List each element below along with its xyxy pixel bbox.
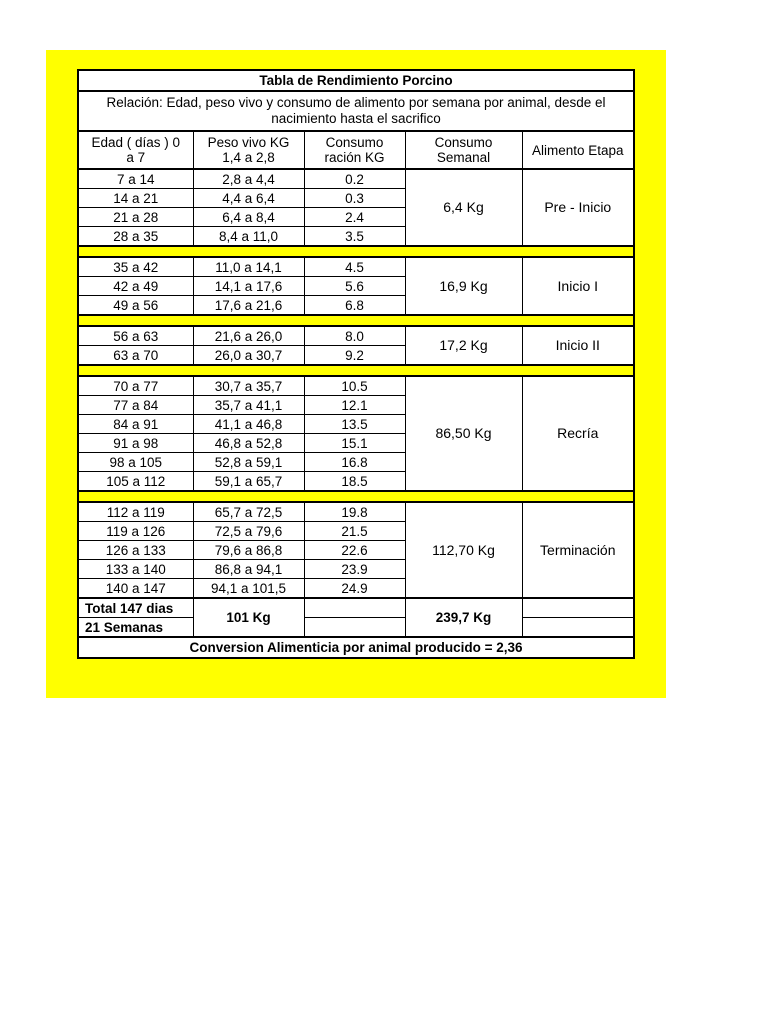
weight-cell: 52,8 a 59,1 — [193, 453, 304, 472]
feed-stage-cell: Terminación — [522, 502, 634, 598]
header-weight-line2: 1,4 a 2,8 — [222, 150, 275, 165]
table-row — [78, 257, 634, 277]
age-cell: 63 a 70 — [78, 346, 193, 366]
header-age-line2: a 7 — [126, 150, 146, 165]
footer-row — [78, 637, 634, 658]
age-cell: 42 a 49 — [78, 277, 193, 296]
age-cell: 21 a 28 — [78, 208, 193, 227]
weight-cell: 14,1 a 17,6 — [193, 277, 304, 296]
age-cell: 126 a 133 — [78, 541, 193, 560]
separator-band — [78, 491, 634, 502]
age-cell: 14 a 21 — [78, 189, 193, 208]
weight-cell: 59,1 a 65,7 — [193, 472, 304, 492]
feed-stage-cell: Recría — [522, 376, 634, 491]
header-weekly-line2: Semanal — [436, 150, 491, 165]
weight-cell: 26,0 a 30,7 — [193, 346, 304, 366]
ration-cell: 16.8 — [304, 453, 405, 472]
age-cell: 98 a 105 — [78, 453, 193, 472]
ration-cell: 22.6 — [304, 541, 405, 560]
header-weight — [193, 131, 304, 169]
weight-cell: 8,4 a 11,0 — [193, 227, 304, 247]
ration-cell: 4.5 — [304, 257, 405, 277]
ration-cell: 12.1 — [304, 396, 405, 415]
relation-row — [78, 91, 634, 131]
totals-row-weeks — [78, 618, 634, 638]
ration-cell: 21.5 — [304, 522, 405, 541]
weekly-consumption-cell: 16,9 Kg — [405, 257, 522, 315]
header-weekly-line1: Consumo — [434, 135, 493, 150]
weight-cell: 79,6 a 86,8 — [193, 541, 304, 560]
ration-cell: 24.9 — [304, 579, 405, 599]
empty-cell — [304, 618, 405, 638]
empty-cell — [522, 598, 634, 618]
weekly-consumption-cell: 6,4 Kg — [405, 169, 522, 246]
feed-stage-cell: Inicio I — [522, 257, 634, 315]
group-separator — [78, 365, 634, 376]
ration-cell: 3.5 — [304, 227, 405, 247]
age-cell: 133 a 140 — [78, 560, 193, 579]
table-body — [78, 70, 634, 658]
ration-cell: 19.8 — [304, 502, 405, 522]
ration-cell: 0.2 — [304, 169, 405, 189]
group-separator — [78, 315, 634, 326]
ration-cell: 0.3 — [304, 189, 405, 208]
table-title: Tabla de Rendimiento Porcino — [78, 70, 634, 91]
feed-conversion-text: Conversion Alimenticia por animal producido = 2,36 — [78, 637, 634, 658]
ration-cell: 2.4 — [304, 208, 405, 227]
table-row — [78, 502, 634, 522]
age-cell: 84 a 91 — [78, 415, 193, 434]
age-cell: 28 a 35 — [78, 227, 193, 247]
ration-cell: 13.5 — [304, 415, 405, 434]
weight-cell: 2,8 a 4,4 — [193, 169, 304, 189]
weight-cell: 65,7 a 72,5 — [193, 502, 304, 522]
weight-cell: 17,6 a 21,6 — [193, 296, 304, 316]
header-weight-line1: Peso vivo KG — [207, 135, 290, 150]
empty-cell — [522, 618, 634, 638]
ration-cell: 23.9 — [304, 560, 405, 579]
weight-cell: 11,0 a 14,1 — [193, 257, 304, 277]
weight-cell: 6,4 a 8,4 — [193, 208, 304, 227]
age-cell: 35 a 42 — [78, 257, 193, 277]
header-weekly — [405, 131, 522, 169]
weight-cell: 72,5 a 79,6 — [193, 522, 304, 541]
weight-cell: 4,4 a 6,4 — [193, 189, 304, 208]
feed-stage-cell: Pre - Inicio — [522, 169, 634, 246]
header-age — [78, 131, 193, 169]
ration-cell: 8.0 — [304, 326, 405, 346]
table-row — [78, 376, 634, 396]
empty-cell — [304, 598, 405, 618]
header-row — [78, 131, 634, 169]
group-separator — [78, 246, 634, 257]
title-row — [78, 70, 634, 91]
age-cell: 56 a 63 — [78, 326, 193, 346]
header-ration — [304, 131, 405, 169]
weight-cell: 21,6 a 26,0 — [193, 326, 304, 346]
table-row — [78, 169, 634, 189]
weight-cell: 94,1 a 101,5 — [193, 579, 304, 599]
ration-cell: 5.6 — [304, 277, 405, 296]
feed-stage-cell: Inicio II — [522, 326, 634, 365]
age-cell: 7 a 14 — [78, 169, 193, 189]
total-weight: 101 Kg — [193, 598, 304, 637]
weight-cell: 35,7 a 41,1 — [193, 396, 304, 415]
age-cell: 91 a 98 — [78, 434, 193, 453]
totals-row — [78, 598, 634, 618]
age-cell: 70 a 77 — [78, 376, 193, 396]
total-days: Total 147 dias — [78, 598, 193, 618]
separator-band — [78, 246, 634, 257]
weekly-consumption-cell: 86,50 Kg — [405, 376, 522, 491]
header-ration-line2: ración KG — [324, 150, 385, 165]
total-weeks: 21 Semanas — [78, 618, 193, 638]
group-separator — [78, 491, 634, 502]
weight-cell: 30,7 a 35,7 — [193, 376, 304, 396]
header-age-line1: Edad ( días ) 0 — [91, 135, 181, 150]
header-ration-line1: Consumo — [325, 135, 384, 150]
age-cell: 119 a 126 — [78, 522, 193, 541]
ration-cell: 6.8 — [304, 296, 405, 316]
ration-cell: 9.2 — [304, 346, 405, 366]
weight-cell: 41,1 a 46,8 — [193, 415, 304, 434]
separator-band — [78, 315, 634, 326]
total-weekly: 239,7 Kg — [405, 598, 522, 637]
age-cell: 140 a 147 — [78, 579, 193, 599]
age-cell: 77 a 84 — [78, 396, 193, 415]
separator-band — [78, 365, 634, 376]
age-cell: 105 a 112 — [78, 472, 193, 492]
age-cell: 112 a 119 — [78, 502, 193, 522]
relation-text: Relación: Edad, peso vivo y consumo de alimento por semana por animal, desde el nacimiento hasta el sacrifico — [78, 91, 634, 131]
weight-cell: 86,8 a 94,1 — [193, 560, 304, 579]
header-stage: Alimento Etapa — [522, 131, 634, 169]
pig-performance-table — [77, 69, 635, 659]
ration-cell: 15.1 — [304, 434, 405, 453]
weight-cell: 46,8 a 52,8 — [193, 434, 304, 453]
weekly-consumption-cell: 17,2 Kg — [405, 326, 522, 365]
weekly-consumption-cell: 112,70 Kg — [405, 502, 522, 598]
ration-cell: 10.5 — [304, 376, 405, 396]
age-cell: 49 a 56 — [78, 296, 193, 316]
table-row — [78, 326, 634, 346]
ration-cell: 18.5 — [304, 472, 405, 492]
